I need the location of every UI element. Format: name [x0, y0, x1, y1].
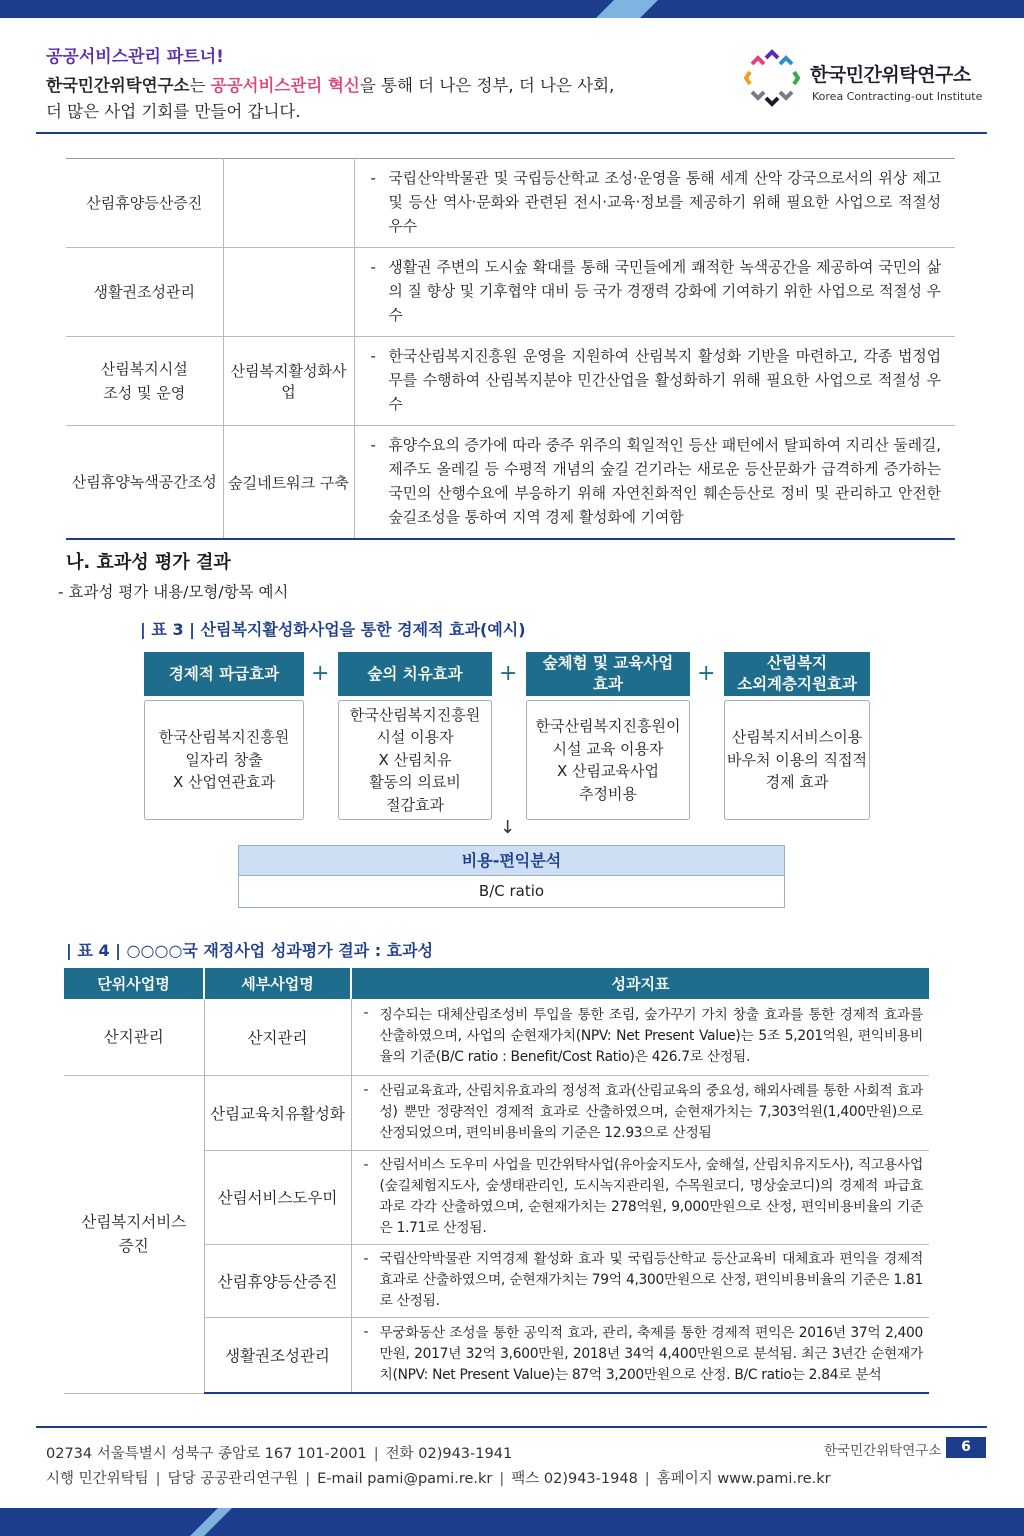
table-row [64, 1075, 929, 1150]
footer-email-label: E-mail [317, 1471, 363, 1487]
diagram-head-education: 숲체험 및 교육사업 효과 [526, 652, 690, 696]
table-cell: - 휴양수요의 증가에 따라 중주 위주의 획일적인 등산 패턴에서 탈피하여 지리산 둘레길, 제주도 올레길 등 수평적 개념의 숲길 걷기라는 새로운 등산문화가 급격하게 증가하는 국민의 산행수요에 부응하기 위해 자연친화적인 훼손등산로 정비 및 관리하고 안전한 숲길조성을 통하여 지역 경제 활성화에 기여함 [354, 426, 955, 540]
footer-email-link[interactable]: pami@pami.re.kr [367, 1471, 493, 1487]
footer-phone: 02)943-1941 [418, 1446, 513, 1462]
footer-fax: 02)943-1948 [543, 1471, 638, 1487]
table-cell: 산림휴양등산증진 [66, 159, 223, 248]
diagram-head-welfare: 산림복지 소외계층지원효과 [724, 652, 870, 696]
table-cell: - 생활권 주변의 도시숲 확대를 통해 국민들에게 쾌적한 녹색공간을 제공하여 국민의 삶의 질 향상 및 기후협약 대비 등 국가 경쟁력 강화에 기여하기 위한 사업으로 적절성 우수 [354, 248, 955, 337]
footer-phone-label: 전화 [385, 1446, 414, 1462]
table-cell: 산림복지서비스 증진 [64, 1075, 204, 1393]
cost-benefit-header: 비용-편익분석 [238, 845, 785, 876]
diagram-body-education: 한국산림복지진흥원이 시설 교육 이용자 X 산림교육사업 추정비용 [526, 700, 690, 820]
section-bullet: - 효과성 평가 내용/모형/항목 예시 [58, 583, 289, 601]
top-band [0, 0, 1024, 18]
footer-web-link[interactable]: www.pami.re.kr [717, 1471, 831, 1487]
table-cell: 생활권조성관리 [66, 248, 223, 337]
table-row [66, 159, 955, 248]
tagline-mid: 는 [189, 76, 211, 95]
table4-caption: | 표 4 | ○○○○국 재정사업 성과평가 결과 : 효과성 [66, 941, 434, 960]
table-cell: 숲길네트워크 구축 [223, 426, 354, 540]
table-cell: 산림휴양녹색공간조성 [66, 426, 223, 540]
table-cell: 산림서비스도우미 [204, 1150, 351, 1244]
table-row [64, 999, 929, 1075]
table-cell: - 산림서비스 도우미 사업을 민간위탁사업(유아숲지도사, 숲해설, 산림치유지도사), 직고용사업(숲길체험지도사, 숲생태관리인, 도시녹지관리원, 수목원코디, 명상숲코디)의 경제적 파급효과로 각각 산출하였으며, 순현재가치는 278억원, 9,000만원으로 산정, 편익비용비율의 기준은 1.71로 산정됨. [351, 1150, 929, 1244]
bottom-band [0, 1508, 1024, 1536]
table-cell: - 산림교육효과, 산림치유효과의 정성적 효과(산림교육의 중요성, 해외사례를 통한 사회적 효과성) 뿐만 정량적인 경제적 효과로 산출하였으며, 순현재가치는 7,303억원(1,400만원)으로 산정되었으며, 편익비용비율의 기준은 12.93으로 산정됨 [351, 1075, 929, 1150]
diagram-head-healing: 숲의 치유효과 [338, 652, 492, 696]
tagline-end: 을 통해 더 나은 정부, 더 나은 사회, [359, 76, 615, 95]
footer-dept: 공공관리연구원 [200, 1471, 299, 1487]
table-row [66, 426, 955, 540]
down-arrow-icon: ↓ [500, 817, 516, 838]
footer-fax-label: 팩스 [511, 1471, 540, 1487]
footer-issuer-label: 시행 [46, 1471, 75, 1487]
table-cell: 산지관리 [204, 999, 351, 1075]
cost-benefit-body: B/C ratio [238, 876, 785, 908]
tagline-org: 한국민간위탁연구소 [46, 76, 190, 95]
table-row [66, 337, 955, 426]
table-cell: 생활권조성관리 [204, 1317, 351, 1393]
tagline-line3: 더 많은 사업 기회를 만들어 갑니다. [46, 102, 301, 121]
footer-dept-label: 담당 [167, 1471, 196, 1487]
logo-mark-icon [744, 48, 800, 108]
project-suitability-table [66, 158, 955, 540]
tagline-title: 공공서비스관리 파트너! [46, 47, 224, 67]
diagram-body-economic: 한국산림복지진흥원 일자리 창출 X 산업연관효과 [144, 700, 304, 820]
performance-evaluation-table [64, 968, 929, 1394]
footer-org: 한국민간위탁연구소 [824, 1443, 942, 1459]
tagline-line2 [46, 72, 614, 96]
table3-caption: | 표 3 | 산림복지활성화사업을 통한 경제적 효과(예시) [140, 620, 526, 639]
footer-issuer: 민간위탁팀 [78, 1471, 149, 1487]
table-cell: 산지관리 [64, 999, 204, 1075]
footer-contact-line: 시행 민간위탁팀 | 담당 공공관리연구원 | E-mail pami@pami.re.kr | 팩스 02)943-1948 | 홈페이지 www.pami.re.kr [46, 1471, 831, 1487]
table-cell [223, 159, 354, 248]
diagram-head-economic: 경제적 파급효과 [144, 652, 304, 696]
plus-sign: + [697, 661, 716, 686]
plus-sign: + [499, 661, 518, 686]
table-header-row [64, 968, 929, 999]
table-row [66, 248, 955, 337]
header-divider [36, 132, 987, 134]
logo-name: 한국민간위탁연구소 [810, 64, 971, 86]
section-title: 나. 효과성 평가 결과 [66, 552, 231, 573]
footer-web-label: 홈페이지 [656, 1471, 713, 1487]
tagline-highlight: 공공서비스관리 혁신 [210, 76, 360, 95]
column-header: 성과지표 [351, 968, 929, 999]
page-number: 6 [946, 1437, 986, 1458]
diagram-body-healing: 한국산림복지진흥원 시설 이용자 X 산림치유 활동의 의료비 절감효과 [338, 700, 492, 820]
table-cell [223, 248, 354, 337]
footer-divider [36, 1426, 987, 1428]
table-cell: 산림교육치유활성화 [204, 1075, 351, 1150]
table-cell: - 국립산악박물관 지역경제 활성화 효과 및 국립등산학교 등산교육비 대체효과 편익을 경제적 효과로 산출하였으며, 순현재가치는 79억 4,300만원으로 산정, 편익비용비율의 기준은 1.81로 산정됨. [351, 1244, 929, 1317]
table-cell: 산림휴양등산증진 [204, 1244, 351, 1317]
table-cell: - 징수되는 대체산림조성비 투입을 통한 조림, 숲가꾸기 가치 창출 효과를 통한 경제적 효과를 산출하였으며, 사업의 순현재가치(NPV: Net Present Value)는 5조 5,201억원, 편익비용비율의 기준(B/C ratio : Benefit/Cost Ratio)은 426.7로 산정됨. [351, 999, 929, 1075]
table-cell: - 국립산악박물관 및 국립등산학교 조성·운영을 통해 세계 산악 강국으로서의 위상 제고 및 등산 역사·문화와 관련된 전시·교육·정보를 제공하기 위해 필요한 사업으로 적절성 우수 [354, 159, 955, 248]
diagram-body-welfare: 산림복지서비스이용 바우처 이용의 직접적 경제 효과 [724, 700, 870, 820]
logo-subtitle: Korea Contracting-out Institute [812, 90, 983, 103]
page-header [46, 38, 986, 136]
footer-address-line: 02734 서울특별시 성북구 종암로 167 101-2001 | 전화 02)943-1941 [46, 1446, 513, 1462]
table-cell: - 무궁화동산 조성을 통한 공익적 효과, 관리, 축제를 통한 경제적 편익은 2016년 37억 2,400만원, 2017년 32억 3,600만원, 2018년 34억 4,400만원으로 분석됨. 최근 3년간 순현재가치(NPV: Net Present Value)는 87억 3,200만원으로 산정. B/C ratio는 2.84로 분석 [351, 1317, 929, 1393]
footer-address: 02734 서울특별시 성북구 종암로 167 101-2001 [46, 1446, 367, 1462]
institute-logo [744, 48, 984, 112]
table-cell: - 한국산림복지진흥원 운영을 지원하여 산림복지 활성화 기반을 마련하고, 각종 법정업무를 수행하여 산림복지분야 민간산업을 활성화하기 위해 필요한 사업으로 적절성 우수 [354, 337, 955, 426]
table-cell: 산림복지시설 조성 및 운영 [66, 337, 223, 426]
plus-sign: + [311, 661, 330, 686]
column-header: 단위사업명 [64, 968, 204, 999]
column-header: 세부사업명 [204, 968, 351, 999]
table-cell: 산림복지활성화사업 [223, 337, 354, 426]
